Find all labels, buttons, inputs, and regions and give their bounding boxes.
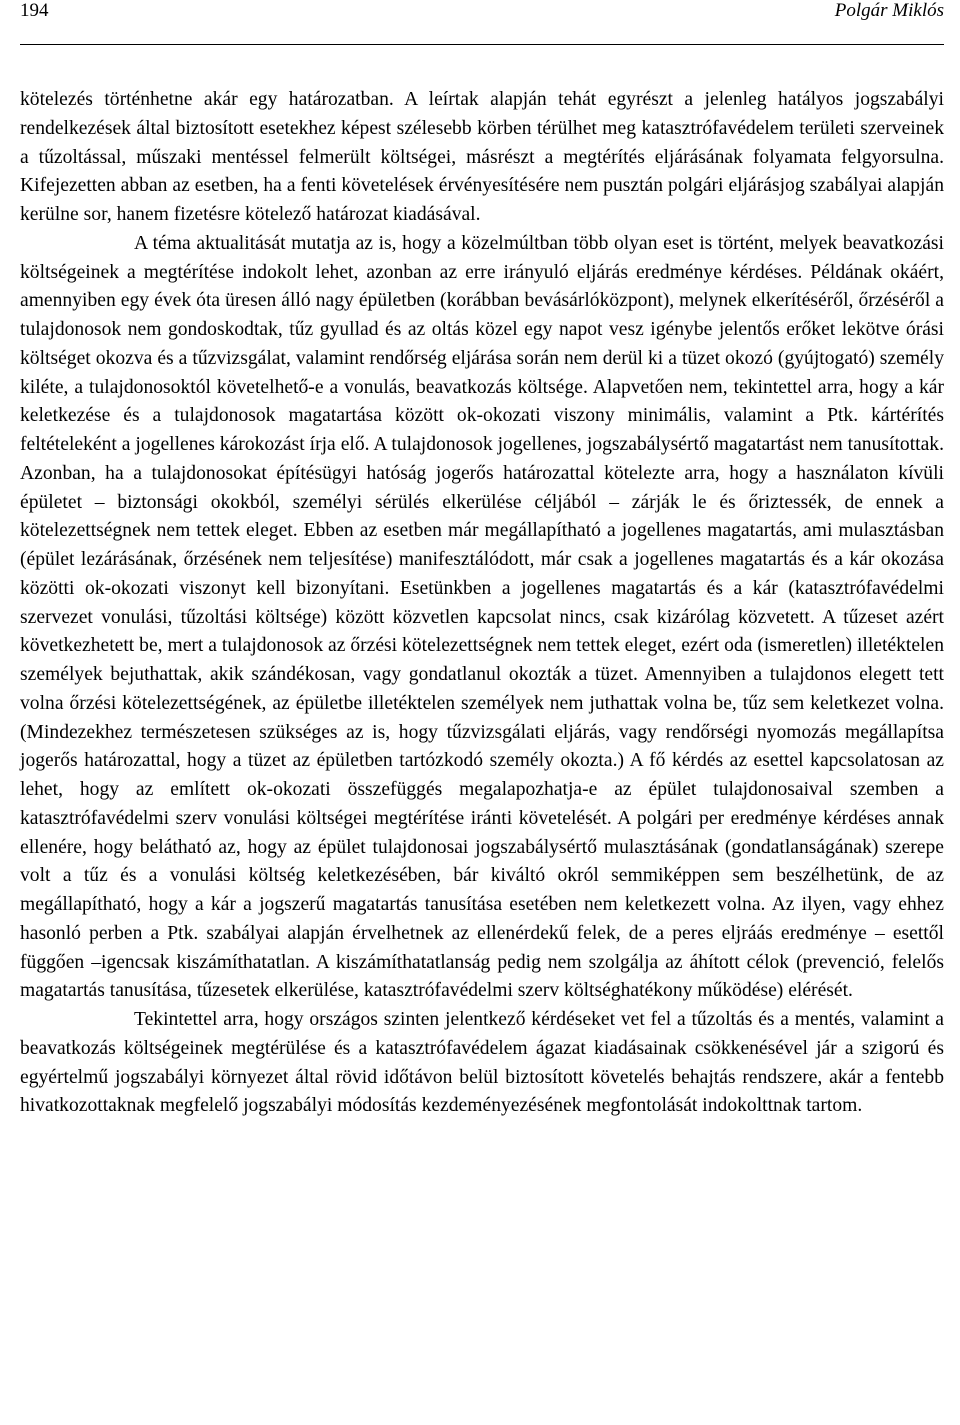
paragraph-3: Tekintettel arra, hogy országos szinten jelentkező kérdéseket vet fel a tűzoltás és a mentés, valamint a beavatkozás költségeinek megtérülése és a katasztrófavédelem ágazat kiadásainak csökkenésével jár a szigorú és egyértelmű jogszabályi környezet által rövid időtávon belül biztosított követelés behajtás rendszere, akár a fentebb hivatkozottaknak megfelelő jogszabályi módosítás kezdeményezésének megfontolását indokolttnak tartom. [20, 1009, 944, 1117]
paragraph-1: kötelezés történhetne akár egy határozatban. A leírtak alapján tehát egyrészt a jelenleg hatályos jogszabályi rendelkezések által biztosított esetekhez képest szélesebb körben térülhet meg katasztrófavédelem területi szerveinek a tűzoltással, műszaki mentéssel felmerült költségei, másrészt a megtérítés eljárásának folyamata felgyorsulna. Kifejezetten abban az esetben, ha a fenti követelések érvényesítésére nem pusztán polgári eljárásjog szabályai alapján kerülne sor, hanem fizetésre kötelező határozat kiadásával. [20, 89, 944, 225]
running-head-author: Polgár Miklós [834, 0, 944, 21]
paragraph-2: A téma aktualitását mutatja az is, hogy a közelmúltban több olyan eset is történt, melyek beavatkozási költségeinek a megtérítése indokolt lehet, azonban az erre irányuló eljárás eredménye kérdéses. Példának okáért, amennyiben egy évek óta üresen álló nagy épületben (korábban bevásárlóközpont), melynek elkerítéséről, őrzéséről a tulajdonosok nem gondoskodtak, tűz gyullad és az oltás közel egy napot vesz igénybe jelentős erőket lekötve órási költséget okozva és a tűzvizsgálat, valamint rendőrség eljárása során nem derül ki a tüzet okozó (gyújtogató) személy kiléte, a tulajdonosoktól követelhető-e a vonulás, beavatkozás költsége. Alapvetően nem, tekintettel arra, hogy a kár keletkezése és a tulajdonosok magatartása között ok-okozati viszony minimális, valamint a Ptk. kártérítés feltételeként a jogellenes károkozást írja elő. A tulajdonosok jogellenes, jogszabálysértő magatartást nem tanusítottak. Azonban, ha a tulajdonosokat építésügyi hatóság jogerős határozattal kötelezte arra, hogy a használaton kívüli épületet – biztonsági okokból, személyi sérülés elkerülése céljából – zárják le és őriztessék, de ennek a kötelezettségnek nem tettek eleget. Ebben az esetben már megállapítható a jogellenes magatartás, ami mulasztásban (épület lezárásának, őrzésének nem teljesítése) manifesztálódott, már csak a jogellenes magatartás és a kár okozása közötti ok-okozati viszonyt kell bizonyítani. Esetünkben a jogellenes magatartás és a kár (katasztrófavédelmi szervezet vonulási, tűzoltási költsége) között közvetlen kapcsolat nincs, csak kizárólag közvetett. A tűzeset azért következhetett be, mert a tulajdonosok az őrzési kötelezettségnek nem tettek eleget, ezért oda (ismeretlen) illetéktelen személyek bejuthattak, akik szándékosan, vagy gondatlanul okozták a tüzet. Amennyiben a tulajdonos elegett tett volna őrzési kötelezettségének, az épületbe illetéktelen személyek nem juthattak volna be, tűz sem keletkezet volna. (Mindezekhez természetesen szükséges az is, hogy tűzvizsgálati eljárás, vagy rendőrségi nyomozás megállapítsa jogerős határozattal, hogy a tüzet az épületben tartózkodó személy okozta.) A fő kérdés az esettel kapcsolatosan az lehet, hogy az említett ok-okozati összefüggés megalapozhatja-e az épület tulajdonosaival szemben a katasztrófavédelmi szerv vonulási költségei megtérítése iránti követelését. A polgári per eredménye kérdéses annak ellenére, hogy belátható az, hogy az épület tulajdonosai jogszabálysértő mulasztásának (gondatlanságának) szerepe volt a tűz és a vonulási költség keletkezésében, bár kiváltó okról semmiképpen sem beszélhetünk, de az megállapítható, hogy a kár a jogszerű magatartás tanusítása esetében nem keletkezett volna. Az ilyen, vagy ehhez hasonló perben a Ptk. szabályai alapján érvelhetnek az ellenérdekű felek, de a peres eljráás eredménye – esettől függően –igencsak kiszámíthatatlan. A kiszámíthatatlanság pedig nem szolgálja az áhított célok (prevenció, felelős magatartás tanusítása, tűzesetek elkerülése, katasztrófavédelmi szerv költséghatékony működése) elérését. [20, 232, 944, 1002]
body-text [20, 86, 944, 1121]
page-number: 194 [20, 0, 49, 21]
page-header [20, 0, 944, 45]
